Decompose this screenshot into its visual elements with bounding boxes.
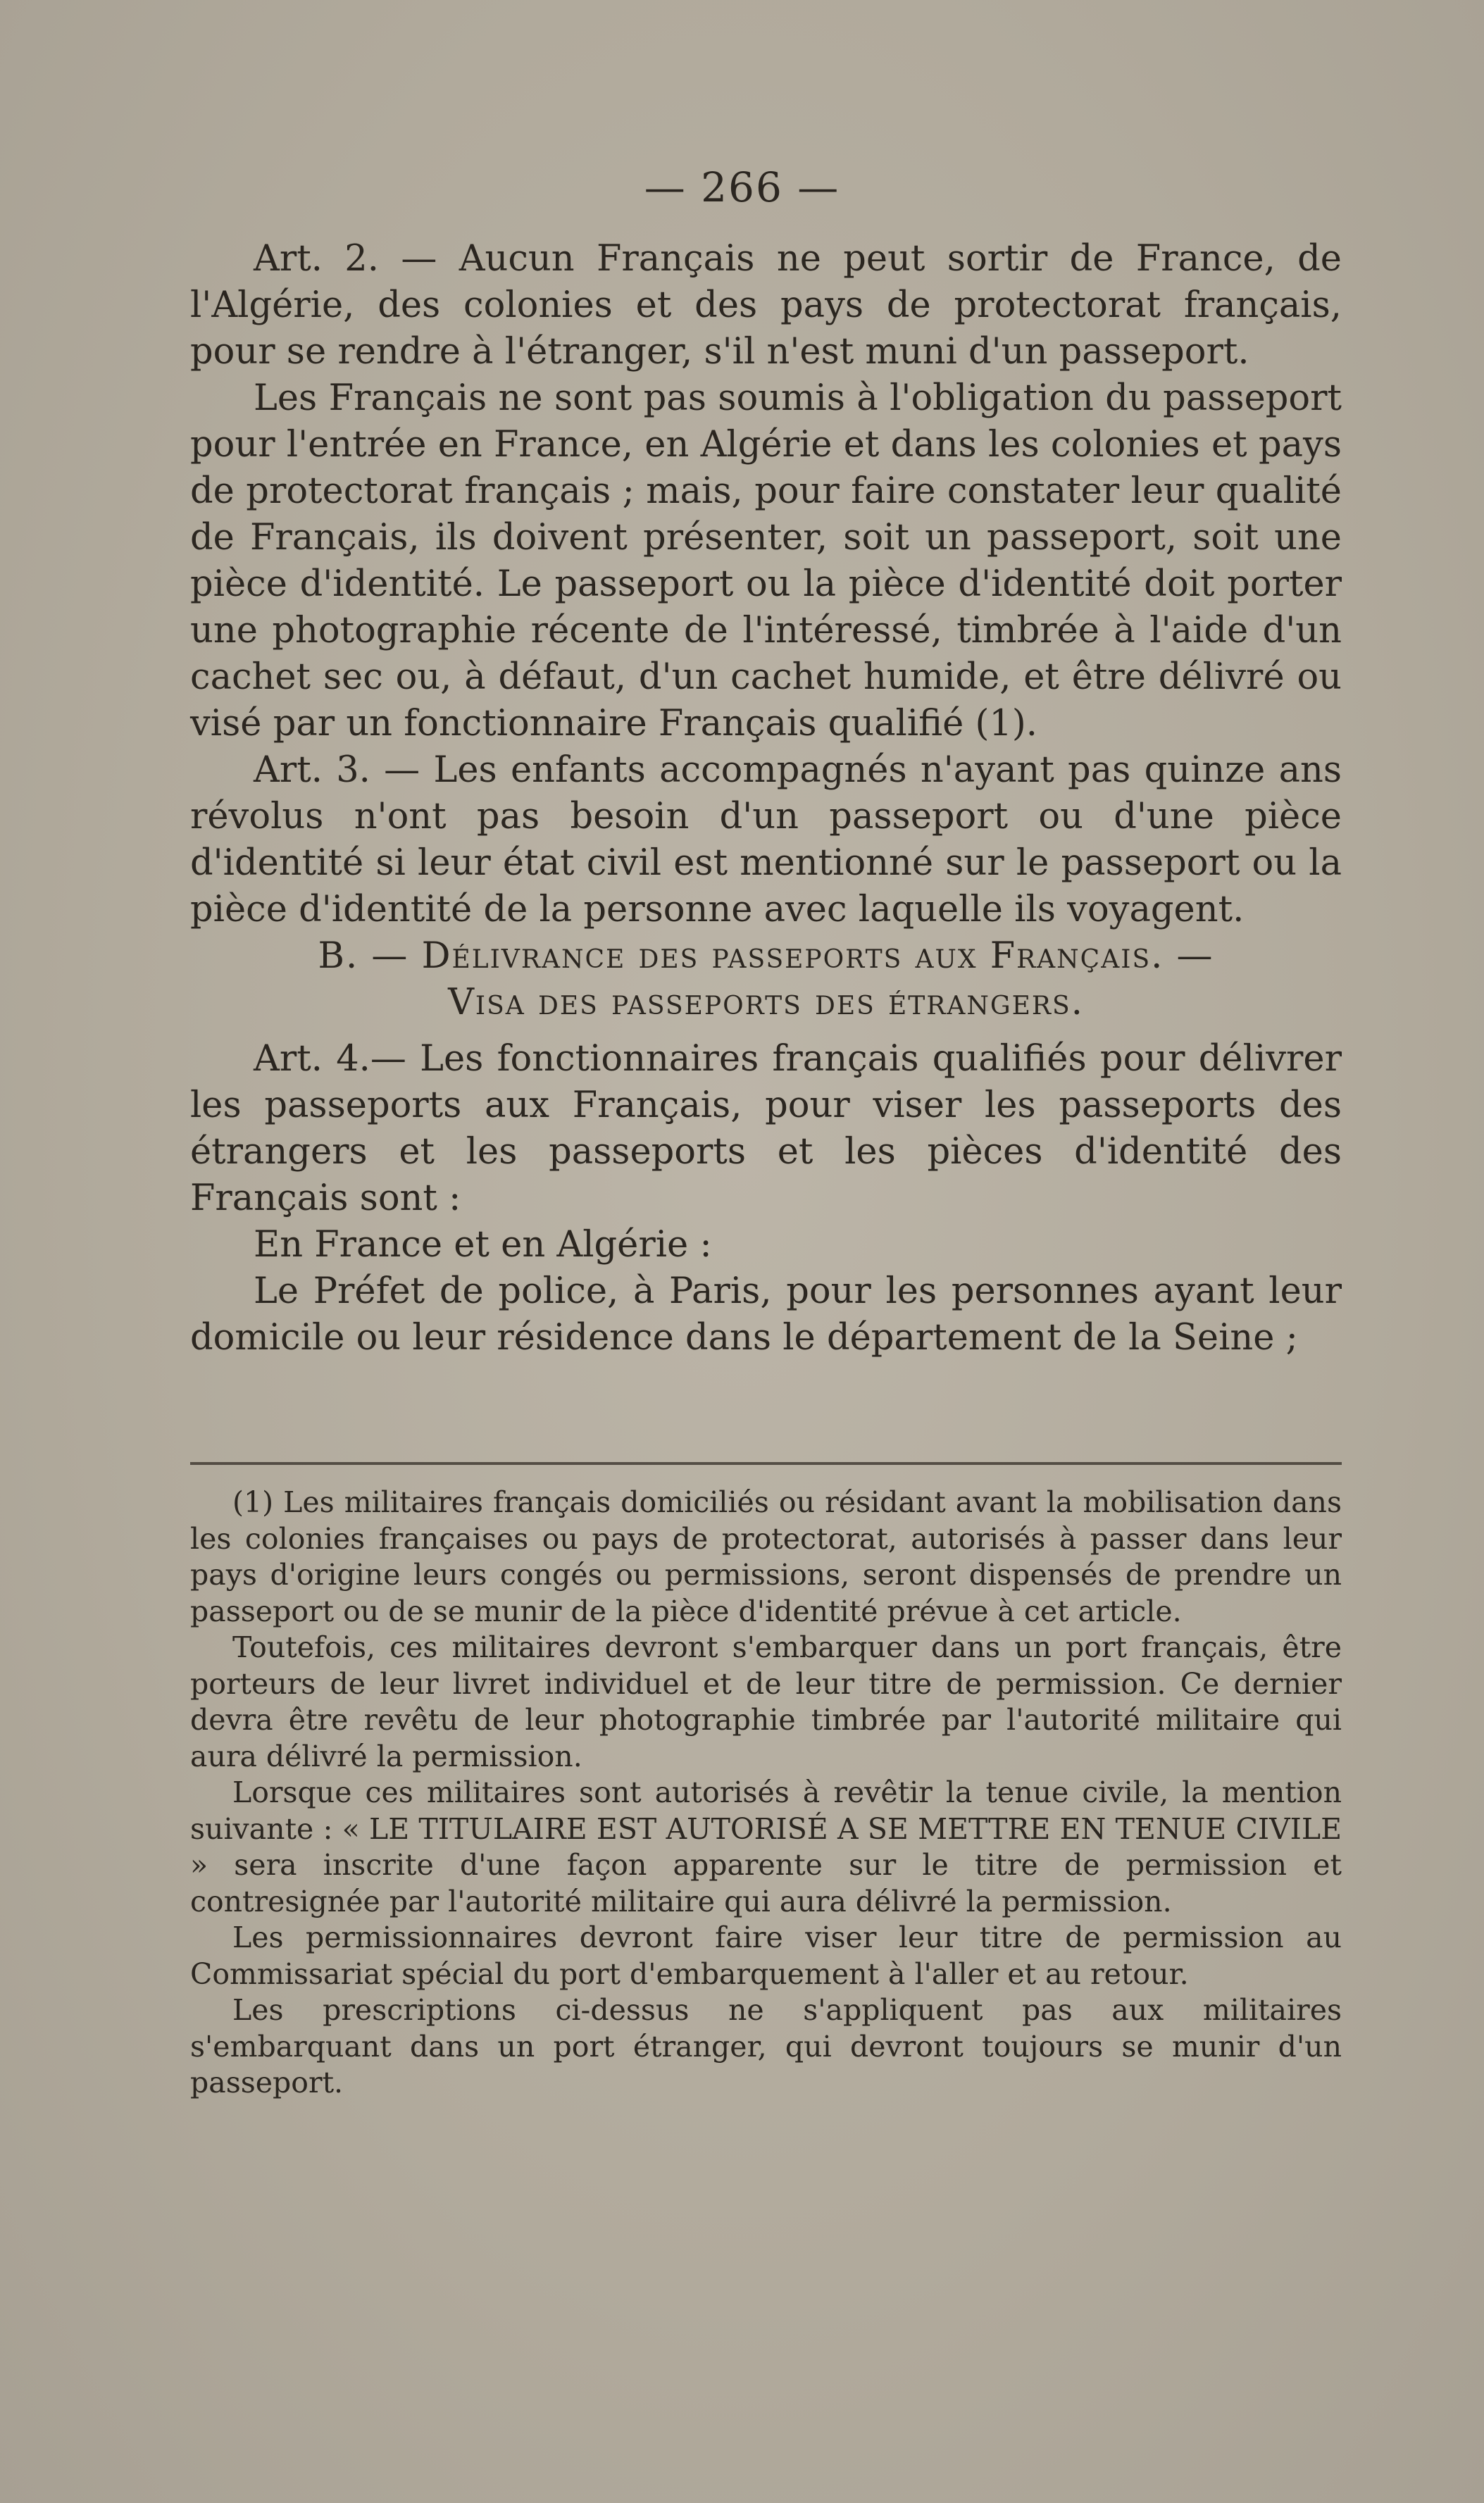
- page-number: — 266 —: [644, 163, 840, 211]
- article-2: Art. 2. — Aucun Français ne peut sortir de France, de l'Algérie, des colonies et des pays de protectorat français, pour se rendre à l'étranger, s'il n'est muni d'un passeport.: [190, 238, 1342, 373]
- footnote-5: Les prescriptions ci-dessus ne s'appliquent pas aux militaires s'embarquant dans un port étranger, qui devront toujours se munir d'un passeport.: [190, 1993, 1342, 2099]
- section-heading-line-2: Visa des passeports des étrangers.: [448, 982, 1084, 1023]
- footnotes: [190, 1485, 1342, 2102]
- footnote-separator: [190, 1462, 1342, 1465]
- main-text: [190, 236, 1342, 1361]
- footnote-4: Les permissionnaires devront faire viser leur titre de permission au Commissariat spécial du port d'embarquement à l'aller et au retour.: [190, 1921, 1342, 1991]
- footnote-1: (1) Les militaires français domiciliés ou résidant avant la mobilisation dans les colonies françaises ou pays de protectorat, autorisés à passer dans leur pays d'origine leurs congés ou permissions, seront dispensés de prendre un passeport ou de se munir de la pièce d'identité prévue à cet article.: [190, 1485, 1342, 1628]
- footnote-2: Toutefois, ces militaires devront s'embarquer dans un port français, être porteurs de leur livret individuel et de leur titre de permission. Ce dernier devra être revêtu de leur photographie timbrée par l'autorité militaire qui aura délivré la permission.: [190, 1630, 1342, 1773]
- article-4: Art. 4.— Les fonctionnaires français qualifiés pour délivrer les passeports aux Français, pour viser les passeports des étrangers et les passeports et les pièces d'identité des Français sont :: [190, 1038, 1342, 1219]
- paragraph-passport-entry: Les Français ne sont pas soumis à l'obligation du passeport pour l'entrée en France, en Algérie et dans les colonies et pays de protectorat français ; mais, pour faire constater leur qualité de Français, ils doivent présenter, soit un passeport, soit une pièce d'identité. Le passeport ou la pièce d'identité doit porter une photographie récente de l'intéressé, timbrée à l'aide d'un cachet sec ou, à défaut, d'un cachet humide, et être délivré ou visé par un fonctionnaire Français qualifié (1).: [190, 377, 1342, 744]
- prefet-paragraph: Le Préfet de police, à Paris, pour les personnes ayant leur domicile ou leur résidence dans le département de la Seine ;: [190, 1271, 1342, 1359]
- section-heading-line-1: B. — Délivrance des passeports aux Français. —: [318, 935, 1214, 977]
- article-3: Art. 3. — Les enfants accompagnés n'ayant pas quinze ans révolus n'ont pas besoin d'un passeport ou d'une pièce d'identité si leur état civil est mentionné sur le passeport ou la pièce d'identité de la personne avec laquelle ils voyagent.: [190, 749, 1342, 930]
- france-algerie-heading: En France et en Algérie :: [254, 1224, 712, 1266]
- footnote-3: Lorsque ces militaires sont autorisés à revêtir la tenue civile, la mention suivante : « LE TITULAIRE EST AUTORISÉ A SE METTRE EN TENUE CIVILE » sera inscrite d'une façon apparente sur le titre de permission et contresignée par l'autorité militaire qui aura délivré la permission.: [190, 1775, 1342, 1918]
